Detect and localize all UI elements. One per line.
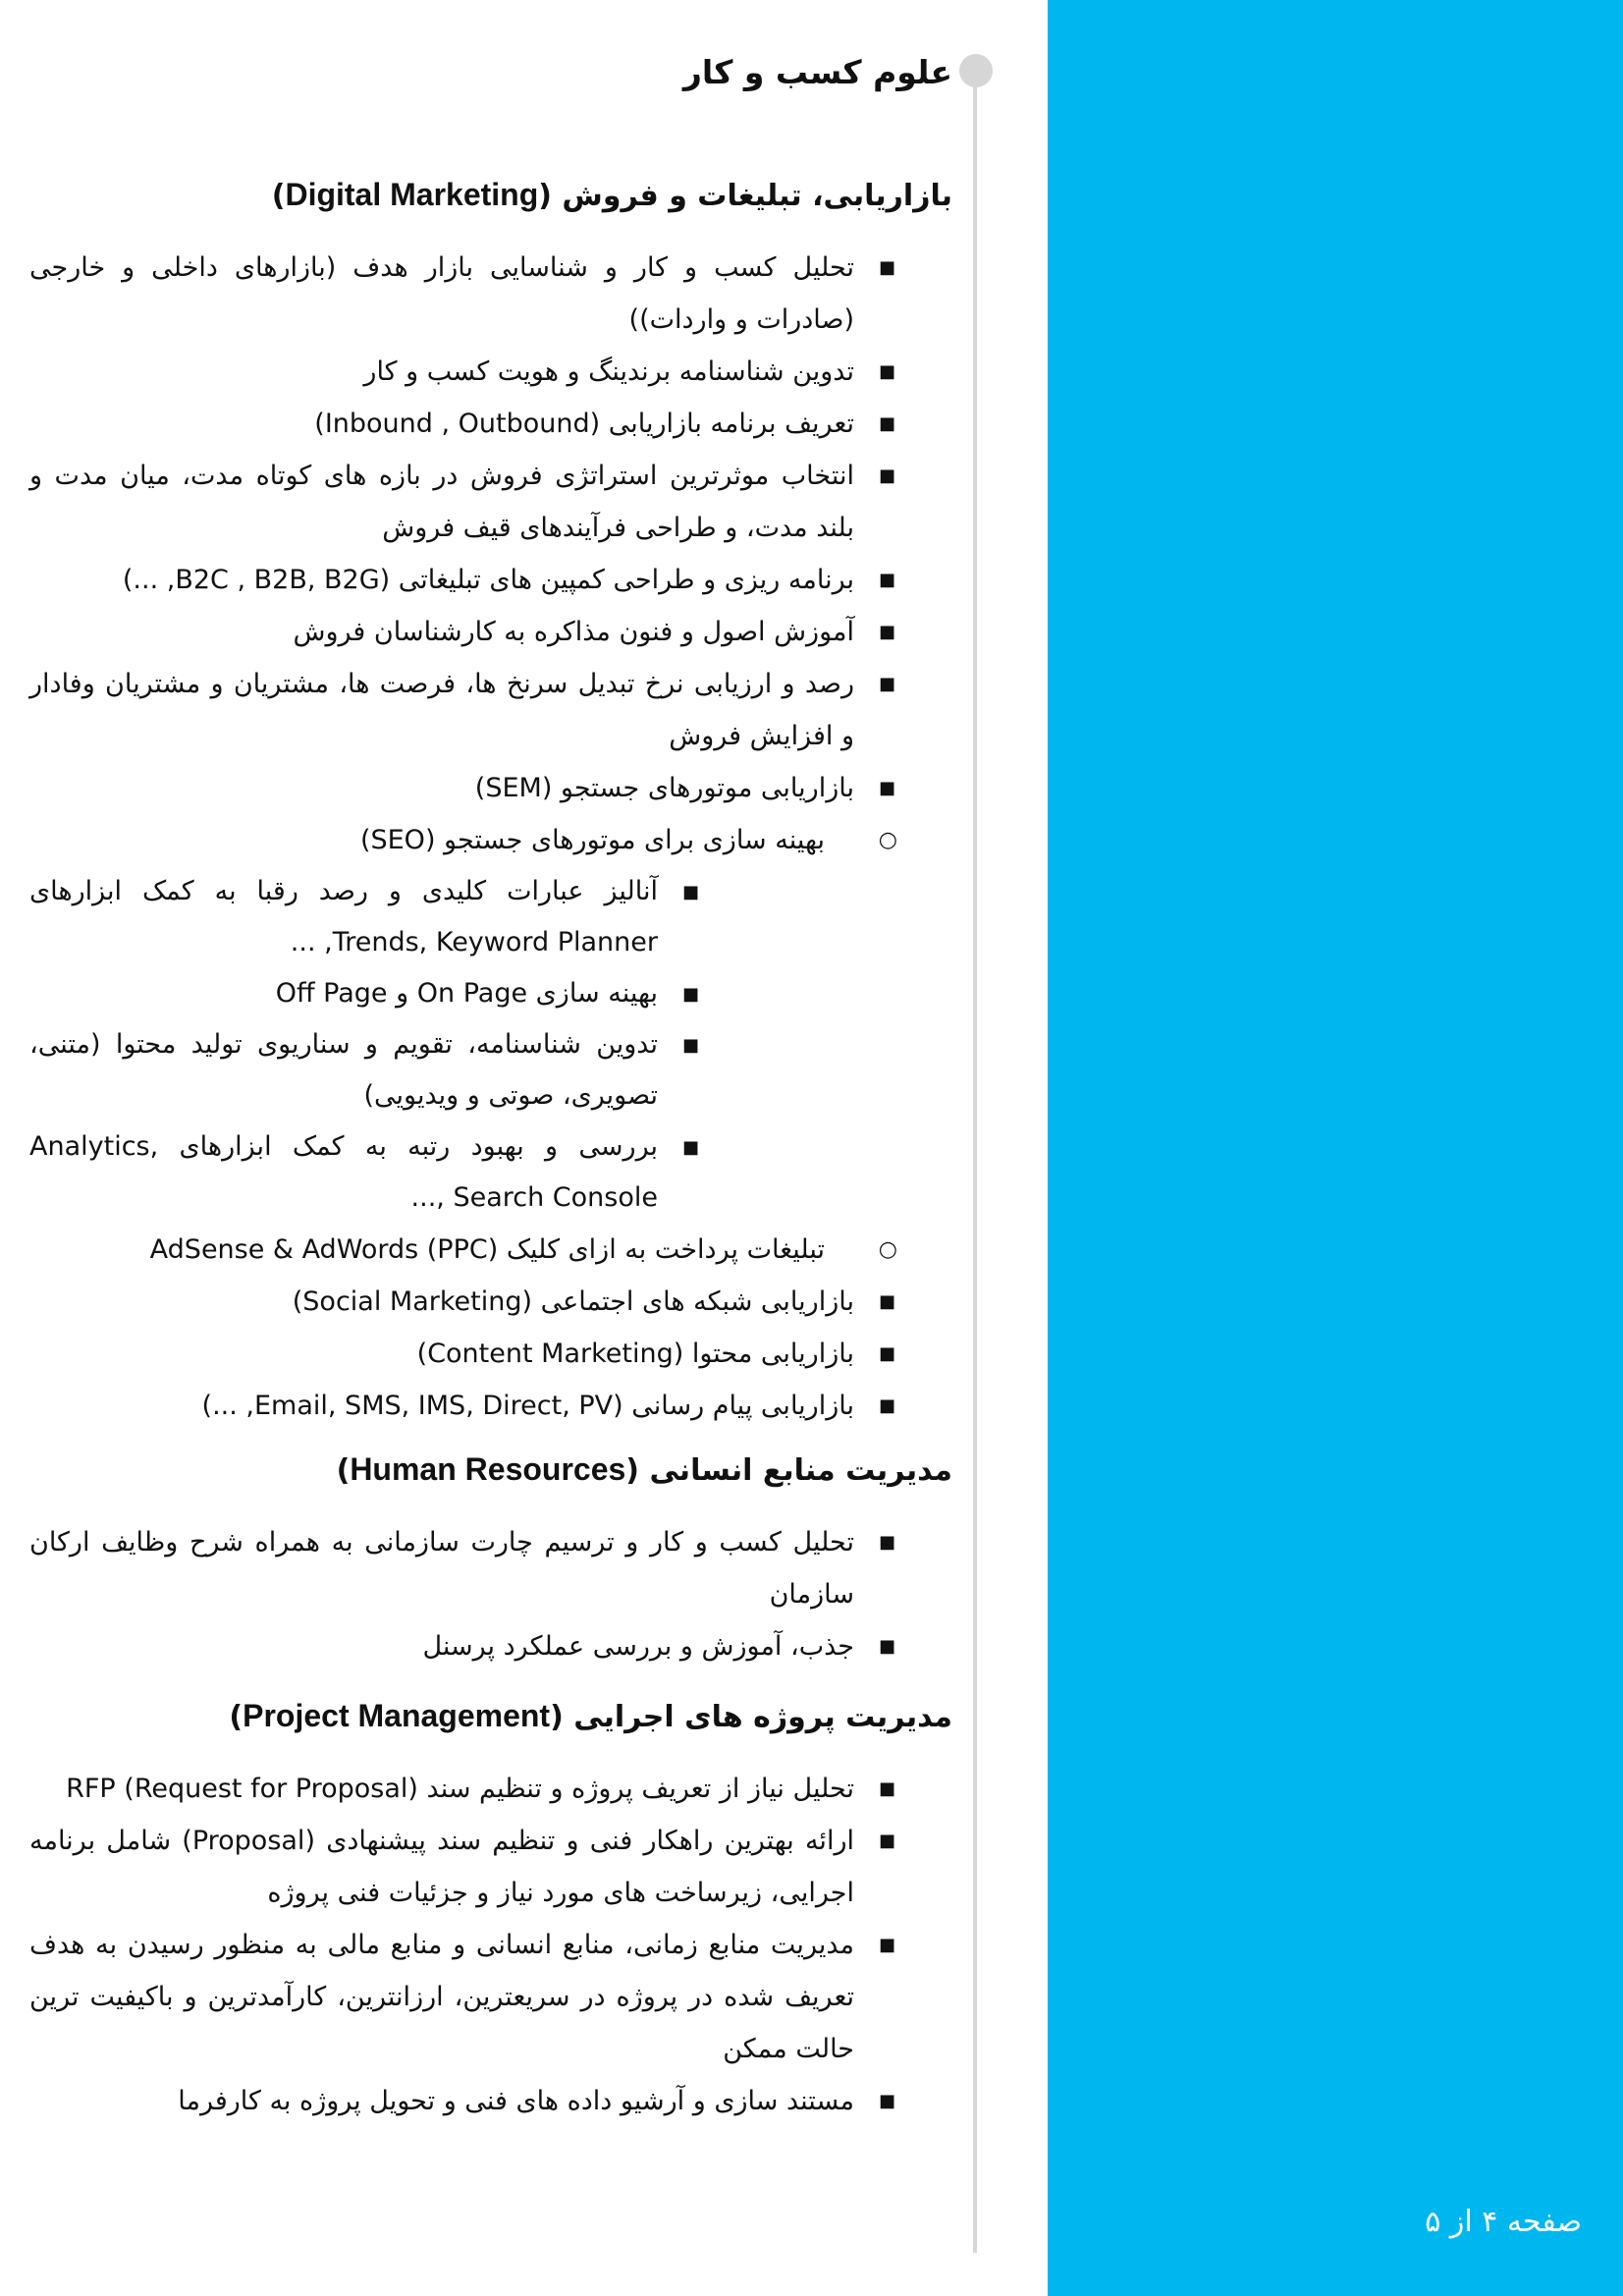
square-bullet-icon: ■	[878, 2091, 895, 2111]
nested-list-item: ■ بررسی و بهبود رتبه به کمک ابزارهای Analytics, Search Console ,...	[29, 1121, 952, 1224]
square-bullet-icon: ■	[878, 622, 895, 642]
square-bullet-icon: ■	[878, 570, 895, 590]
square-bullet-icon: ■	[878, 1778, 895, 1799]
circle-bullet-icon: ○	[878, 828, 897, 852]
list-item: ■ ارائه بهترین راهکار فنی و تنظیم سند پیشنهادی (Proposal) شامل برنامه اجرایی، زیرساخت های مورد نیاز و جزئیات فنی پروژه	[29, 1815, 952, 1919]
list-item: ■ انتخاب موثرترین استراتژی فروش در بازه های کوتاه مدت، میان مدت و بلند مدت، و طراحی فرآیندهای قیف فروش	[29, 450, 952, 554]
list-item: ■ مدیریت منابع زمانی، منابع انسانی و منابع مالی به منظور رسیدن به هدف تعریف شده در پروژه در سریعترین، ارزانترین، کارآمدترین و باکیفیت ترین حالت ممکن	[29, 1919, 952, 2075]
timeline-dot	[959, 54, 993, 87]
square-bullet-icon: ■	[878, 1831, 895, 1851]
list-item: ■ برنامه ریزی و طراحی کمپین های تبلیغاتی (B2C , B2B, B2G, ...)	[29, 554, 952, 606]
nested-list-item: ■ تدوین شناسنامه، تقویم و سناریوی تولید محتوا (متنی، تصویری، صوتی و ویدیویی)	[29, 1019, 952, 1121]
square-bullet-icon: ■	[878, 1935, 895, 1955]
timeline-line	[973, 71, 977, 2253]
page-number: صفحه ۴ از ۵	[1425, 2205, 1582, 2239]
list-item: ■ آموزش اصول و فنون مذاکره به کارشناسان فروش	[29, 606, 952, 658]
list-item: ■ تعریف برنامه بازاریابی (Inbound , Outbound)	[29, 398, 952, 450]
content-column	[29, 49, 952, 2127]
list-item: ■ بازاریابی پیام رسانی (Email, SMS, IMS, Direct, PV, ...)	[29, 1380, 952, 1432]
nested-list-item: ■ بهینه سازی On Page و Off Page	[29, 968, 952, 1019]
square-bullet-icon: ■	[878, 1395, 895, 1416]
square-bullet-icon: ■	[878, 674, 895, 694]
square-bullet-icon: ■	[878, 1636, 895, 1657]
square-bullet-icon: ■	[878, 1343, 895, 1364]
list-item: ■ تحلیل کسب و کار و شناسایی بازار هدف (بازارهای داخلی و خارجی (صادرات و واردات))	[29, 242, 952, 346]
heading-human-resources: مدیریت منابع انسانی (Human Resources)	[336, 1451, 952, 1488]
square-bullet-icon: ■	[878, 361, 895, 382]
list-item: ■ مستند سازی و آرشیو داده های فنی و تحویل پروژه به کارفرما	[29, 2075, 952, 2127]
square-bullet-icon: ■	[681, 984, 699, 1005]
nested-list-item: ■ آنالیز عبارات کلیدی و رصد رقبا به کمک ابزارهای Trends, Keyword Planner, ...	[29, 866, 952, 968]
human-resources-list	[29, 1516, 952, 1672]
project-management-list	[29, 1763, 952, 2127]
section-title: علوم کسب و کار	[682, 53, 952, 91]
list-item: ■ تحلیل کسب و کار و ترسیم چارت سازمانی به همراه شرح وظایف ارکان سازمان	[29, 1516, 952, 1620]
square-bullet-icon: ■	[878, 1291, 895, 1312]
square-bullet-icon: ■	[681, 1035, 699, 1056]
list-item: ■ بازاریابی موتورهای جستجو (SEM)	[29, 762, 952, 814]
sub-list-item-ppc: ○ تبلیغات پرداخت به ازای کلیک (PPC) AdSense & AdWords	[29, 1224, 952, 1276]
square-bullet-icon: ■	[878, 778, 895, 798]
square-bullet-icon: ■	[878, 1532, 895, 1553]
circle-bullet-icon: ○	[878, 1237, 897, 1262]
list-item: ■ بازاریابی محتوا (Content Marketing)	[29, 1328, 952, 1380]
square-bullet-icon: ■	[681, 1137, 699, 1158]
list-item: ■ تحلیل نیاز از تعریف پروژه و تنظیم سند RFP (Request for Proposal)	[29, 1763, 952, 1815]
blue-sidebar	[1048, 0, 1623, 2296]
list-item: ■ تدوین شناسنامه برندینگ و هویت کسب و کار	[29, 346, 952, 398]
list-item: ■ جذب، آموزش و بررسی عملکرد پرسنل	[29, 1620, 952, 1672]
heading-project-management: مدیریت پروژه های اجرایی (Project Management)	[229, 1698, 952, 1734]
list-item: ■ بازاریابی شبکه های اجتماعی (Social Marketing)	[29, 1276, 952, 1328]
list-item: ■ رصد و ارزیابی نرخ تبدیل سرنخ ها، فرصت ها، مشتریان و مشتریان وفادار و افزایش فروش	[29, 658, 952, 762]
sub-list-item-seo: ○ بهینه سازی برای موتورهای جستجو (SEO)	[29, 814, 952, 866]
digital-marketing-list	[29, 242, 952, 1432]
square-bullet-icon: ■	[878, 413, 895, 434]
square-bullet-icon: ■	[681, 882, 699, 902]
square-bullet-icon: ■	[878, 465, 895, 486]
heading-digital-marketing: بازاریابی، تبلیغات و فروش (Digital Marketing)	[271, 177, 952, 213]
square-bullet-icon: ■	[878, 257, 895, 278]
